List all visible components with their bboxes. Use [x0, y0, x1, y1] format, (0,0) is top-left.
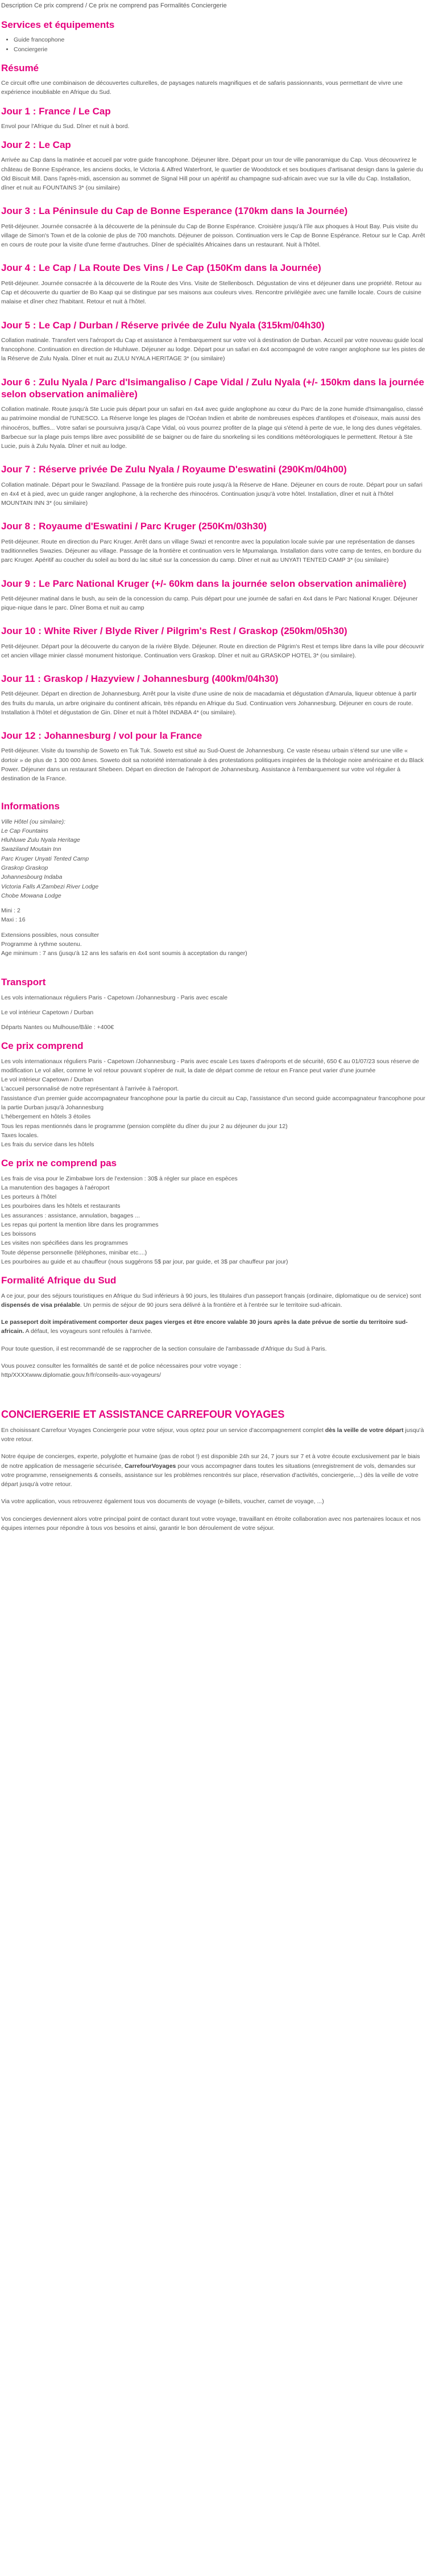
- excludes-line: Les pourboires au guide et au chauffeur (nous suggérons 5$ par jour, par guide, et 3$ par chauffeur par jour): [1, 1258, 288, 1265]
- hotel-line: Parc Kruger Unyati Tented Camp: [1, 855, 89, 862]
- day-description: Arrivée au Cap dans la matinée et accueil par votre guide francophone. Déjeuner libre. Départ pour un tour de ville panoramique du Cap. Vous découvrirez le château de Bonne Espérance, les anciens docks, le Victoria & Alfred Waterfront, le quartier de Woodstock et ses boutiques d'artisanat design dans la galerie du Old Biscuit Mill. Dans l'après-midi, ascension au sommet de Signal Hill pour un apéritif au champagne sud-africain avec vue sur la ville du Cap. Installation, dîner et nuit au FOUNTAINS 3* (ou similaire): [1, 157, 423, 192]
- includes-line: l'assistance d'un premier guide accompagnateur francophone pour la partie du circuit au Cap, l'assistance d'un second guide accompagnateur francophone pour la partie Durban jusqu'à Johannesburg: [1, 1094, 425, 1112]
- day-description: Petit-déjeuner. Départ en direction de Johannesburg. Arrêt pour la visite d'une usine de noix de macadamia et dégustation d'Amarula, liqueur obtenue à partir des fruits du marula, un arbre originaire du continent africain, très répandu en Afrique du Sud. Continuation vers Johannesburg. Déjeuner en cours de route. Installation à l'hôtel et dégustation de Gin. Dîner et nuit à l'hôtel INDABA 4* (ou similaire).: [1, 690, 417, 716]
- summary-heading: Résumé: [1, 62, 39, 73]
- transport-heading: Transport: [1, 977, 46, 988]
- day-description: Collation matinale. Route jusqu'à Ste Lucie puis départ pour un safari en 4x4 avec guide anglophone au cœur du Parc de la zone humide d'Isimangaliso, classé au patrimoine mondial de l'UNESCO. La Réserve longe les plages de l'Océan Indien et abrite de nombreuses espèces d'antilopes et d'oiseaux, mais aussi des rhinocéros, buffles... Votre safari se poursuivra jusqu'à Cape Vidal, où vous pourrez profiter de la plage qui s'étend à perte de vue, le long des dunes végétales. Barbecue sur la plage puis temps libre avec possibilité de se baigner ou de faire du snorkeling si les conditions météorologiques le permettent. Retour à Ste Lucie, puis à Zulu Nyala. Dîner et nuit au lodge.: [1, 406, 424, 450]
- includes-line: L'accueil personnalisé de notre représentant à l'arrivée à l'aéroport.: [1, 1085, 179, 1093]
- pax-list: [1, 906, 425, 925]
- formalites-passport-paragraph: [1, 1318, 425, 1336]
- includes-heading: Ce prix comprend: [1, 1040, 84, 1052]
- hotel-line: Victoria Falls A'Zambezi River Lodge: [1, 883, 99, 890]
- hotel-line: Swaziland Moutain Inn: [1, 846, 61, 853]
- concierge-bold: dès la veille de votre départ: [325, 1426, 404, 1434]
- excludes-line: Les boissons: [1, 1231, 36, 1238]
- includes-line: Taxes locales.: [1, 1131, 39, 1139]
- pax-min: Mini : 2: [1, 907, 20, 915]
- transport-line: Départs Nantes ou Mulhouse/Bâle : +400€: [1, 1024, 114, 1031]
- formalites-heading: Formalité Afrique du Sud: [1, 1275, 117, 1286]
- formalites-bold: Le passeport doit impérativement comporter deux pages vierges et être encore valable 30 jours après la date prévue de sortie du territoire sud-africain.: [1, 1319, 408, 1335]
- formalites-bold: dispensés de visa préalable: [1, 1301, 80, 1308]
- formalites-text: . Un permis de séjour de 90 jours sera délivré à la frontière et à l'entrée sur le territoire sud-africain.: [80, 1301, 342, 1308]
- hotel-line: Chobe Mowana Lodge: [1, 892, 61, 899]
- concierge-paragraph-3: Via votre application, vous retrouverez également tous vos documents de voyage (e-billets, voucher, carnet de voyage, ...): [1, 1498, 324, 1505]
- day-description: Petit-déjeuner matinal dans le bush, au sein de la concession du camp. Puis départ pour une journée de safari en 4x4 dans le Parc National Kruger. Déjeuner pique-nique dans le parc. Dîner Boma et nuit au camp: [1, 595, 418, 612]
- day-title: Jour 6 : Zulu Nyala / Parc d'Isimangaliso / Cape Vidal / Zulu Nyala (+/- 150km dans la journée selon observation animalière): [1, 376, 424, 400]
- hotels-list: [1, 817, 425, 900]
- formalites-text: A défaut, les voyageurs sont refoulés à l'arrivée.: [24, 1328, 152, 1335]
- excludes-line: Les assurances : assistance, annulation, bagages ...: [1, 1212, 140, 1219]
- excludes-line: Les repas qui portent la mention libre dans les programmes: [1, 1221, 159, 1228]
- day-description: Petit-déjeuner. Journée consacrée à la découverte de la Route des Vins. Visite de Stellenbosch. Dégustation de vins et déjeuner dans une propriété. Retour au Cap et découverte du quartier de Bo Kaap qui se distingue par ses maisons aux couleurs vives. Rencontre privilégiée avec une famille locale. Cours de cuisine malaise et dîner chez l'habitant. Retour et nuit à l'hôtel.: [1, 279, 422, 306]
- day-title: Jour 1 : France / Le Cap: [1, 105, 111, 117]
- day-description: Collation matinale. Départ pour le Swaziland. Passage de la frontière puis route jusqu'à la Réserve de Hlane. Déjeuner en cours de route. Départ pour un safari en 4x4 et à pied, avec un guide ranger anglophone, à la recherche des rhinocéros. Continuation jusqu'à votre hôtel. Installation, dîner et nuit à l'hôtel MOUNTAIN INN 3* (ou similaire): [1, 481, 422, 507]
- day-title: Jour 12 : Johannesburg / vol pour la France: [1, 730, 202, 742]
- info-extra-line: Programme à rythme soutenu.: [1, 940, 82, 948]
- excludes-line: Les porteurs à l'hôtel: [1, 1194, 57, 1201]
- concierge-text: Notre équipe de concierges, experte, polyglotte et humaine (pas de robot !) est disponible 24h sur 24, 7 jours sur 7 et à votre écoute exclusivement par le biais de notre application de messagerie sécurisée,: [1, 1453, 420, 1470]
- services-list: [1, 35, 425, 54]
- excludes-line: Les visites non spécifiées dans les programmes: [1, 1240, 128, 1247]
- day-title: Jour 2 : Le Cap: [1, 139, 71, 151]
- includes-line: L'hébergement en hôtels 3 étoiles: [1, 1113, 91, 1121]
- day-title: Jour 7 : Réserve privée De Zulu Nyala / Royaume D'eswatini (290Km/04h00): [1, 464, 347, 475]
- excludes-line: Toute dépense personnelle (téléphones, minibar etc....): [1, 1249, 147, 1256]
- concierge-text: pour vous accompagner dans toutes les situations (enregistrement de vols, demandes sur votre programme, renseignements & conseils, assistance sur les problèmes rencontrés sur place, réservation d'activités, conciergerie,...) dès la veille de votre départ jusqu'à votre retour.: [1, 1462, 418, 1488]
- day-title: Jour 10 : White River / Blyde River / Pilgrim's Rest / Graskop (250km/05h30): [1, 626, 347, 637]
- includes-list: [1, 1057, 425, 1150]
- day-description: Collation matinale. Transfert vers l'aéroport du Cap et assistance à l'embarquement sur votre vol à destination de Durban. Accueil par votre nouveau guide local francophone. Continuation en direction de Hluhluwe. Déjeuner au lodge. Départ pour un safari en 4x4 accompagné de votre ranger anglophone sur les pistes de la Réserve de Zulu Nyala. Dîner et nuit au ZULU NYALA HERITAGE 3* (ou similaire): [1, 336, 425, 363]
- includes-line: Les vols internationaux réguliers Paris - Capetown /Johannesburg - Paris avec escale Les taxes d'aéroports et de sécurité, 650 € au 01/07/23 sous réserve de modification Le vol aller, comme le vol retour pouvant s'opérer de nuit, la date de départ comme de retour en France peut varier d'une journée: [1, 1057, 420, 1074]
- formalites-link[interactable]: http/XXXXwww.diplomatie.gouv.fr/fr/conseils-aux-voyageurs/: [1, 1372, 161, 1379]
- itinerary-days: [1, 105, 425, 784]
- formalites-visa-paragraph: [1, 1291, 425, 1310]
- hotel-line: Hluhluwe Zulu Nyala Heritage: [1, 837, 80, 844]
- day-description: Petit-déjeuner. Route en direction du Parc Kruger. Arrêt dans un village Swazi et rencontre avec la population locale suivie par une représentation de danses traditionnelles Swazies. Déjeuner au village. Passage de la frontière et continuation vers le Mpumalanga. Installation dans votre camp de tentes, en bordure du parc Kruger. Apéritif au coucher du soleil au bord du lac situé sur la concession du camp. Dîner et nuit au UNYATI TENTED CAMP 3* (ou similaire): [1, 538, 421, 564]
- day-title: Jour 5 : Le Cap / Durban / Réserve privée de Zulu Nyala (315km/04h30): [1, 319, 325, 331]
- formalites-health-paragraph: [1, 1361, 425, 1380]
- excludes-line: La manutention des bagages à l'aéroport: [1, 1184, 110, 1191]
- concierge-text: jusqu'à votre retour.: [1, 1426, 424, 1443]
- info-extra-line: Extensions possibles, nous consulter: [1, 931, 100, 939]
- services-item: • Conciergerie: [14, 45, 425, 54]
- includes-line: Les frais du service dans les hôtels: [1, 1141, 94, 1149]
- description-tabs-line: Description Ce prix comprend / Ce prix ne comprend pas Formalités Conciergerie: [1, 2, 227, 9]
- day-title: Jour 11 : Graskop / Hazyview / Johannesburg (400km/04h30): [1, 673, 279, 685]
- day-description: Petit-déjeuner. Départ pour la découverte du canyon de la rivière Blyde. Déjeuner. Route en direction de Pilgrim's Rest et temps libre dans la ville pour découvrir cet ancien village minier classé monument historique. Continuation vers Graskop. Dîner et nuit au GRASKOP HOTEL 3* (ou similaire).: [1, 643, 424, 659]
- formalites-consulate-paragraph: Pour toute question, il est recommandé de se rapprocher de la section consulaire de l'ambassade d'Afrique du Sud à Paris.: [1, 1345, 327, 1352]
- day-title: Jour 3 : La Péninsule du Cap de Bonne Esperance (170km dans la Journée): [1, 205, 348, 217]
- hotel-line: Le Cap Fountains: [1, 827, 48, 834]
- concierge-paragraph-4: Vos concierges deviennent alors votre principal point de contact durant tout votre voyage, travaillant en étroite collaboration avec nos partenaires locaux et nos équipes internes pour répondre à tous vos besoins et ainsi, garantir le bon déroulement de votre séjour.: [1, 1515, 421, 1532]
- concierge-paragraph-2: [1, 1452, 425, 1489]
- day-description: Petit-déjeuner. Visite du township de Soweto en Tuk Tuk. Soweto est situé au Sud-Ouest de Johannesburg. Ce vaste réseau urbain s'étend sur une ville « dortoir » de plus de 1 300 000 âmes. Soweto doit sa notoriété internationale à des protestations politiques inspirées de la théologie noire américaine et du Black Power. Déjeuner dans un restaurant Shebeen. Départ en direction de l'aéroport de Johannesburg. Assistance à l'embarquement sur votre vol régulier à destination de la France.: [1, 747, 424, 783]
- concierge-text: En choisissant Carrefour Voyages Conciergerie pour votre séjour, vous optez pour un service d'accompagnement complet: [1, 1426, 325, 1434]
- includes-line: Le vol intérieur Capetown / Durban: [1, 1076, 94, 1084]
- info-extras: [1, 931, 425, 958]
- hotels-header: Ville Hôtel (ou similaire):: [1, 818, 66, 825]
- services-heading: Services et équipements: [1, 19, 115, 31]
- hotel-line: Johannesbourg Indaba: [1, 874, 63, 881]
- concierge-heading: CONCIERGERIE ET ASSISTANCE CARREFOUR VOYAGES: [1, 1409, 285, 1421]
- day-description: Petit-déjeuner. Journée consacrée à la découverte de la péninsule du Cap de Bonne Espérance. Croisière jusqu'à l'île aux phoques à Hout Bay. Puis visite du village de Simon's Town et de la colonie de plus de 700 manchots. Déjeuner de poisson. Continuation vers le Cap de Bonne Espérance. Retour sur le Cap. Arrêt en cours de route pour la visite d'une ferme d'autruches. Dîner de spécialités Africaines dans un restaurant. Nuit à l'hôtel.: [1, 223, 425, 249]
- excludes-list: [1, 1174, 425, 1267]
- hotel-line: Graskop Graskop: [1, 865, 48, 871]
- includes-line: Tous les repas mentionnés dans le programme (pension complète du dîner du jour 2 au déjeuner du jour 12): [1, 1122, 288, 1130]
- informations-heading: Informations: [1, 801, 60, 812]
- concierge-paragraph-1: [1, 1426, 425, 1445]
- transport-line: Les vols internationaux réguliers Paris - Capetown /Johannesburg - Paris avec escale: [1, 994, 228, 1001]
- excludes-line: Les frais de visa pour le Zimbabwe lors de l'extension : 30$ à régler sur place en espèces: [1, 1175, 238, 1182]
- formalites-text: Vous pouvez consulter les formalités de santé et de police nécessaires pour votre voyage :: [1, 1362, 241, 1369]
- pax-max: Maxi : 16: [1, 916, 26, 924]
- transport-lines: [1, 993, 425, 1032]
- excludes-heading: Ce prix ne comprend pas: [1, 1158, 117, 1169]
- formalites-text: A ce jour, pour des séjours touristiques en Afrique du Sud inférieurs à 90 jours, les titulaires d'un passeport français (ordinaire, diplomatique ou de service) sont: [1, 1292, 421, 1299]
- day-title: Jour 4 : Le Cap / La Route Des Vins / Le Cap (150Km dans la Journée): [1, 262, 321, 274]
- excludes-line: Les pourboires dans les hôtels et restaurants: [1, 1203, 121, 1210]
- transport-line: Le vol intérieur Capetown / Durban: [1, 1009, 94, 1016]
- day-title: Jour 9 : Le Parc National Kruger (+/- 60km dans la journée selon observation animalière): [1, 578, 407, 589]
- services-item: • Guide francophone: [14, 35, 425, 44]
- info-extra-line: Age minimum : 7 ans (jusqu'à 12 ans les safaris en 4x4 sont soumis à acceptation du ranger): [1, 950, 247, 957]
- day-title: Jour 8 : Royaume d'Eswatini / Parc Kruger (250Km/03h30): [1, 521, 267, 532]
- summary-text: Ce circuit offre une combinaison de découvertes culturelles, de paysages naturels magnifiques et de safaris passionnants, vous permettant de vivre une expérience inoubliable en Afrique du Sud.: [1, 80, 403, 96]
- concierge-bold: CarrefourVoyages: [125, 1462, 176, 1470]
- day-description: Envol pour l'Afrique du Sud. Dîner et nuit à bord.: [1, 122, 130, 130]
